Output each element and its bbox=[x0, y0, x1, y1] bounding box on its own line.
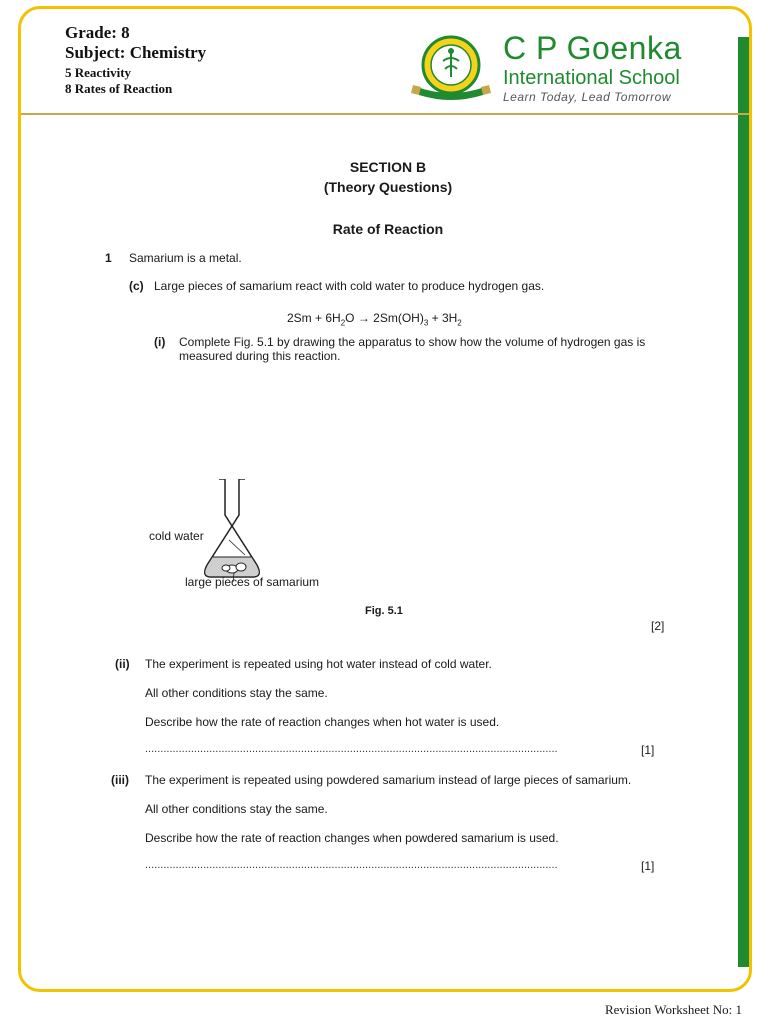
equation-subscript: 2 bbox=[457, 318, 462, 328]
part-c-text: Large pieces of samarium react with cold water to produce hydrogen gas. bbox=[154, 279, 545, 293]
question-stem: Samarium is a metal. bbox=[129, 251, 242, 265]
part-iii-text: The experiment is repeated using powdered samarium instead of large pieces of samarium. bbox=[145, 773, 632, 787]
question-number: 1 bbox=[105, 251, 112, 265]
part-iii-conditions: All other conditions stay the same. bbox=[145, 802, 328, 816]
worksheet-header bbox=[21, 9, 749, 115]
answer-line[interactable]: ....................................................................................................................................... bbox=[145, 859, 558, 871]
school-name-sub: International School bbox=[503, 67, 680, 89]
marks: [1] bbox=[641, 743, 655, 757]
part-iii-label: (iii) bbox=[111, 773, 129, 787]
unit-label: 5 Reactivity bbox=[65, 65, 132, 80]
figure-label-water: cold water bbox=[149, 529, 204, 543]
side-accent-bar bbox=[738, 37, 752, 967]
section-title: SECTION B bbox=[349, 159, 427, 175]
figure-caption: Fig. 5.1 bbox=[365, 605, 403, 617]
equation-subscript: 3 bbox=[423, 318, 429, 328]
chemical-equation bbox=[287, 311, 462, 327]
worksheet-frame bbox=[18, 6, 752, 992]
school-branding bbox=[503, 31, 682, 105]
answer-line[interactable]: ....................................................................................................................................... bbox=[145, 743, 558, 755]
school-tagline: Learn Today, Lead Tomorrow bbox=[503, 90, 671, 104]
part-i-label: (i) bbox=[154, 335, 166, 349]
part-iii-describe: Describe how the rate of reaction changes when powdered samarium is used. bbox=[145, 831, 559, 845]
school-logo-icon bbox=[409, 33, 493, 103]
part-i-text: Complete Fig. 5.1 by drawing the apparatus to show how the volume of hydrogen gas is bbox=[179, 335, 646, 349]
worksheet-number: Revision Worksheet No: 1 bbox=[604, 1002, 742, 1017]
course-info bbox=[65, 23, 206, 97]
part-i-text: measured during this reaction. bbox=[179, 349, 341, 363]
school-name: C P Goenka bbox=[503, 30, 682, 66]
section-subtitle: (Theory Questions) bbox=[323, 179, 453, 195]
equation-part: 2Sm + 6H bbox=[287, 311, 341, 325]
equation-part: O → 2Sm(OH) bbox=[345, 311, 424, 325]
subject-label: Subject: Chemistry bbox=[65, 43, 207, 62]
marks: [1] bbox=[641, 859, 655, 873]
part-ii-conditions: All other conditions stay the same. bbox=[145, 686, 328, 700]
part-ii-text: The experiment is repeated using hot water instead of cold water. bbox=[145, 657, 492, 671]
marks: [2] bbox=[651, 619, 665, 633]
equation-subscript: 2 bbox=[340, 318, 346, 328]
part-ii-describe: Describe how the rate of reaction changes when hot water is used. bbox=[145, 715, 500, 729]
part-c-label: (c) bbox=[129, 279, 144, 293]
figure-label-samarium: large pieces of samarium bbox=[185, 575, 320, 589]
unit-label: 8 Rates of Reaction bbox=[65, 81, 173, 96]
equation-part: + 3H bbox=[428, 311, 458, 325]
grade-label: Grade: 8 bbox=[65, 23, 130, 42]
topic-title: Rate of Reaction bbox=[332, 221, 444, 237]
part-ii-label: (ii) bbox=[115, 657, 130, 671]
